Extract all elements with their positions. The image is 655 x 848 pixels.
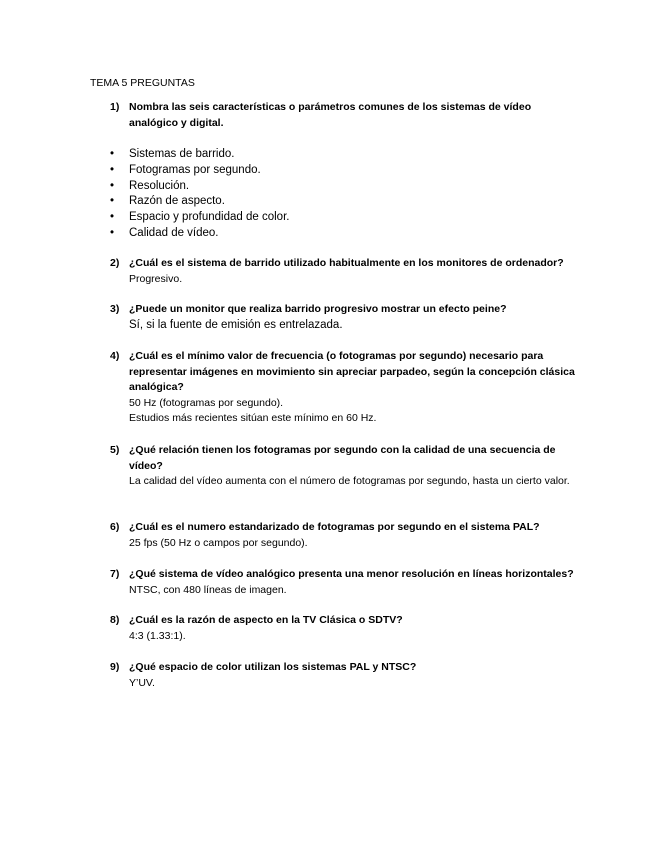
bullet-icon: •: [110, 179, 115, 192]
question-text: ¿Cuál es el mínimo valor de frecuencia (o fotogramas por segundo) necesario para representar imágenes en movimiento sin apreciar parpadeo, según la concepción clásica analógica?: [129, 350, 575, 393]
question-3: [110, 302, 580, 333]
question-5: [110, 443, 580, 490]
question-number: 1): [110, 101, 120, 113]
question-text: ¿Cuál es la razón de aspecto en la TV Clásica o SDTV?: [129, 614, 403, 626]
bullet-icon: •: [110, 195, 115, 208]
list-item: • Fotogramas por segundo.: [110, 163, 289, 179]
question-number: 7): [110, 568, 120, 580]
question-9: [110, 660, 580, 691]
question-number: 3): [110, 303, 120, 315]
question-4: [110, 349, 580, 427]
question-number: 5): [110, 444, 120, 456]
bullet-list: [110, 147, 289, 242]
question-number: 9): [110, 661, 120, 673]
bullet-icon: •: [110, 211, 115, 224]
question-text: ¿Cuál es el sistema de barrido utilizado habitualmente en los monitores de ordenador?: [129, 257, 564, 269]
question-1: [110, 100, 580, 131]
answer-text: Sí, si la fuente de emisión es entrelazada.: [129, 318, 343, 331]
question-text: ¿Qué sistema de vídeo analógico presenta una menor resolución en líneas horizontales?: [129, 568, 574, 580]
answer-text: Estudios más recientes sitúan este mínimo en 60 Hz.: [129, 412, 377, 424]
bullet-icon: •: [110, 163, 115, 176]
question-text: ¿Puede un monitor que realiza barrido progresivo mostrar un efecto peine?: [129, 303, 507, 315]
question-8: [110, 613, 580, 644]
question-6: [110, 520, 580, 551]
answer-text: Progresivo.: [129, 272, 183, 285]
question-text: ¿Cuál es el numero estandarizado de fotogramas por segundo en el sistema PAL?: [129, 521, 540, 533]
question-number: 8): [110, 614, 120, 626]
answer-text: La calidad del vídeo aumenta con el número de fotogramas por segundo, hasta un cierto valor.: [129, 475, 570, 487]
list-item: • Resolución.: [110, 179, 289, 195]
question-number: 4): [110, 350, 120, 362]
question-2: [110, 256, 580, 287]
question-7: [110, 567, 580, 598]
answer-text: 4:3 (1.33:1).: [129, 629, 186, 642]
bullet-icon: •: [110, 148, 115, 160]
question-number: 2): [110, 257, 120, 269]
answer-text: 25 fps (50 Hz o campos por segundo).: [129, 536, 308, 549]
question-number: 6): [110, 521, 120, 533]
page-title: TEMA 5 PREGUNTAS: [90, 77, 195, 89]
bullet-icon: •: [110, 226, 115, 239]
list-item: • Calidad de vídeo.: [110, 226, 289, 242]
list-item: • Razón de aspecto.: [110, 194, 289, 210]
question-text: ¿Qué espacio de color utilizan los sistemas PAL y NTSC?: [129, 661, 417, 673]
answer-text: NTSC, con 480 líneas de imagen.: [129, 583, 287, 596]
list-item: • Espacio y profundidad de color.: [110, 210, 289, 226]
answer-text: Y’UV.: [129, 676, 155, 689]
list-item: • Sistemas de barrido.: [110, 147, 289, 163]
question-text: ¿Qué relación tienen los fotogramas por segundo con la calidad de una secuencia de vídeo?: [129, 444, 556, 472]
question-text: Nombra las seis características o parámetros comunes de los sistemas de vídeo analógico y digital.: [129, 101, 532, 129]
answer-text: 50 Hz (fotogramas por segundo).: [129, 396, 284, 409]
